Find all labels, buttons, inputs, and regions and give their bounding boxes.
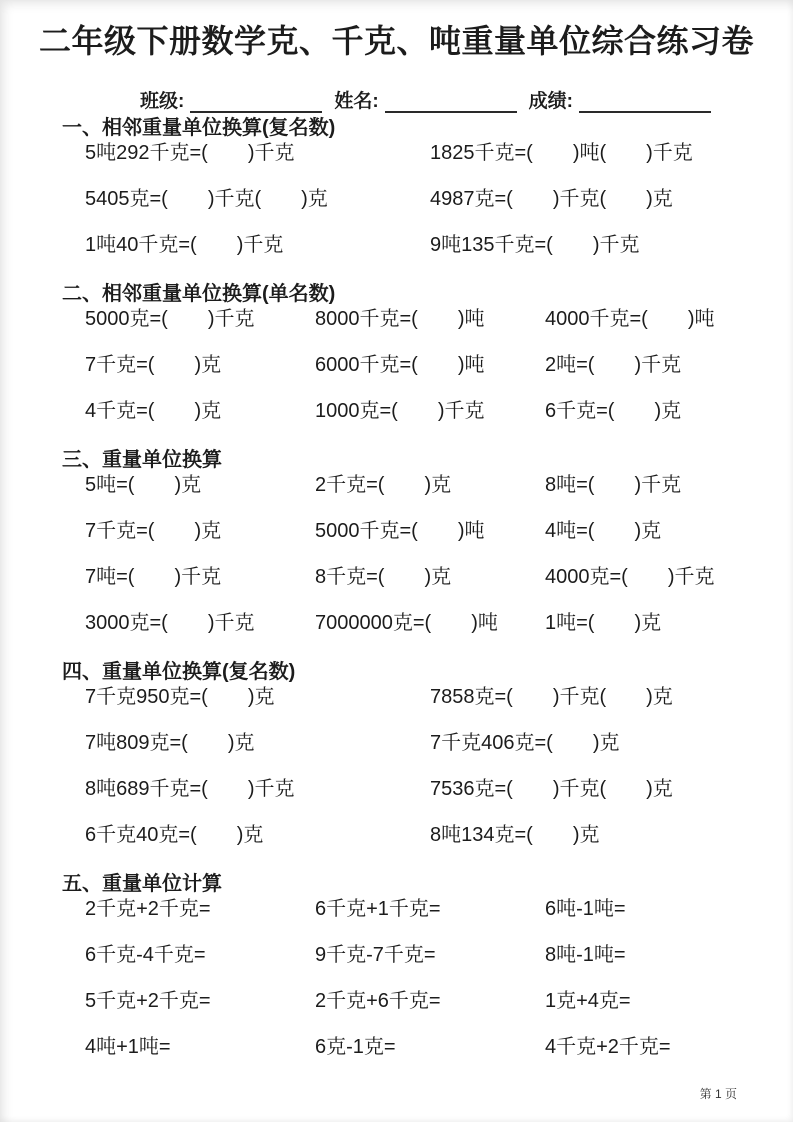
exercise-item: 5吨=( )克 [85,474,202,496]
exercise-item: 7000000克=( )吨 [315,612,498,634]
exercise-item: 2千克+2千克= [85,898,211,920]
section-5-items [85,897,793,1081]
exercise-item: 2千克=( )克 [315,474,452,496]
exercise-item: 8吨-1吨= [545,944,626,966]
exercise-item: 9千克-7千克= [315,944,436,966]
score-blank-line [579,90,711,113]
exercise-item: 6克-1克= [315,1036,396,1058]
class-label: 班级: [140,91,185,112]
name-label: 姓名: [334,91,379,112]
exercise-item: 8吨689千克=( )千克 [85,778,295,800]
exercise-item: 1吨=( )克 [545,612,662,634]
exercise-item: 7千克950克=( )克 [85,686,275,708]
exercise-item: 4吨=( )克 [545,520,662,542]
exercise-item: 5000千克=( )吨 [315,520,485,542]
exercise-item: 9吨135千克=( )千克 [430,234,640,256]
exercise-item: 7吨=( )千克 [85,566,222,588]
exercise-item: 8000千克=( )吨 [315,308,485,330]
class-field [140,86,322,113]
page-footer: 第 1 页 [699,1087,737,1101]
section-2-items [85,307,793,445]
section-3-heading: 三、重量单位换算 [62,449,222,471]
score-label: 成绩: [528,91,573,112]
section-5-heading: 五、重量单位计算 [62,873,222,895]
exercise-item: 4千克+2千克= [545,1036,671,1058]
exercise-item: 6千克40克=( )克 [85,824,264,846]
exercise-item: 7千克=( )克 [85,520,222,542]
exercise-item: 4千克=( )克 [85,400,222,422]
exercise-item: 2千克+6千克= [315,990,441,1012]
section-4-heading: 四、重量单位换算(复名数) [62,661,296,683]
exercise-item: 5000克=( )千克 [85,308,255,330]
section-1-heading: 一、相邻重量单位换算(复名数) [62,117,336,139]
section-2 [0,281,793,445]
name-field [334,86,516,113]
score-field [529,86,711,113]
section-1 [0,115,793,279]
exercise-item: 1825千克=( )吨( )千克 [430,142,693,164]
exercise-item: 6吨-1吨= [545,898,626,920]
exercise-item: 5千克+2千克= [85,990,211,1012]
exercise-item: 4000克=( )千克 [545,566,715,588]
exercise-item: 8吨=( )千克 [545,474,682,496]
exercise-item: 6千克+1千克= [315,898,441,920]
section-5 [0,871,793,1081]
exercise-item: 1吨40千克=( )千克 [85,234,284,256]
exercise-item: 7千克=( )克 [85,354,222,376]
exercise-item: 1克+4克= [545,990,631,1012]
name-blank-line [385,90,517,113]
exercise-item: 4000千克=( )吨 [545,308,715,330]
exercise-item: 6千克-4千克= [85,944,206,966]
section-4 [0,659,793,869]
section-2-heading: 二、相邻重量单位换算(单名数) [62,283,336,305]
exercise-item: 7858克=( )千克( )克 [430,686,673,708]
exercise-item: 2吨=( )千克 [545,354,682,376]
section-1-items [85,141,793,279]
exercise-item: 7536克=( )千克( )克 [430,778,673,800]
exercise-item: 1000克=( )千克 [315,400,485,422]
exercise-item: 6000千克=( )吨 [315,354,485,376]
exercise-item: 7吨809克=( )克 [85,732,255,754]
exercise-item: 6千克=( )克 [545,400,682,422]
section-4-items [85,685,793,869]
exercise-item: 5405克=( )千克( )克 [85,188,328,210]
exercise-item: 7千克406克=( )克 [430,732,620,754]
class-blank-line [190,90,322,113]
exercise-item: 4吨+1吨= [85,1036,171,1058]
section-3 [0,447,793,657]
exercise-item: 4987克=( )千克( )克 [430,188,673,210]
page-title: 二年级下册数学克、千克、吨重量单位综合练习卷 [38,23,754,59]
exercise-item: 8吨134克=( )克 [430,824,600,846]
exercise-item: 3000克=( )千克 [85,612,255,634]
student-info-line [140,87,793,113]
exercise-item: 8千克=( )克 [315,566,452,588]
exercise-item: 5吨292千克=( )千克 [85,142,295,164]
section-3-items [85,473,793,657]
